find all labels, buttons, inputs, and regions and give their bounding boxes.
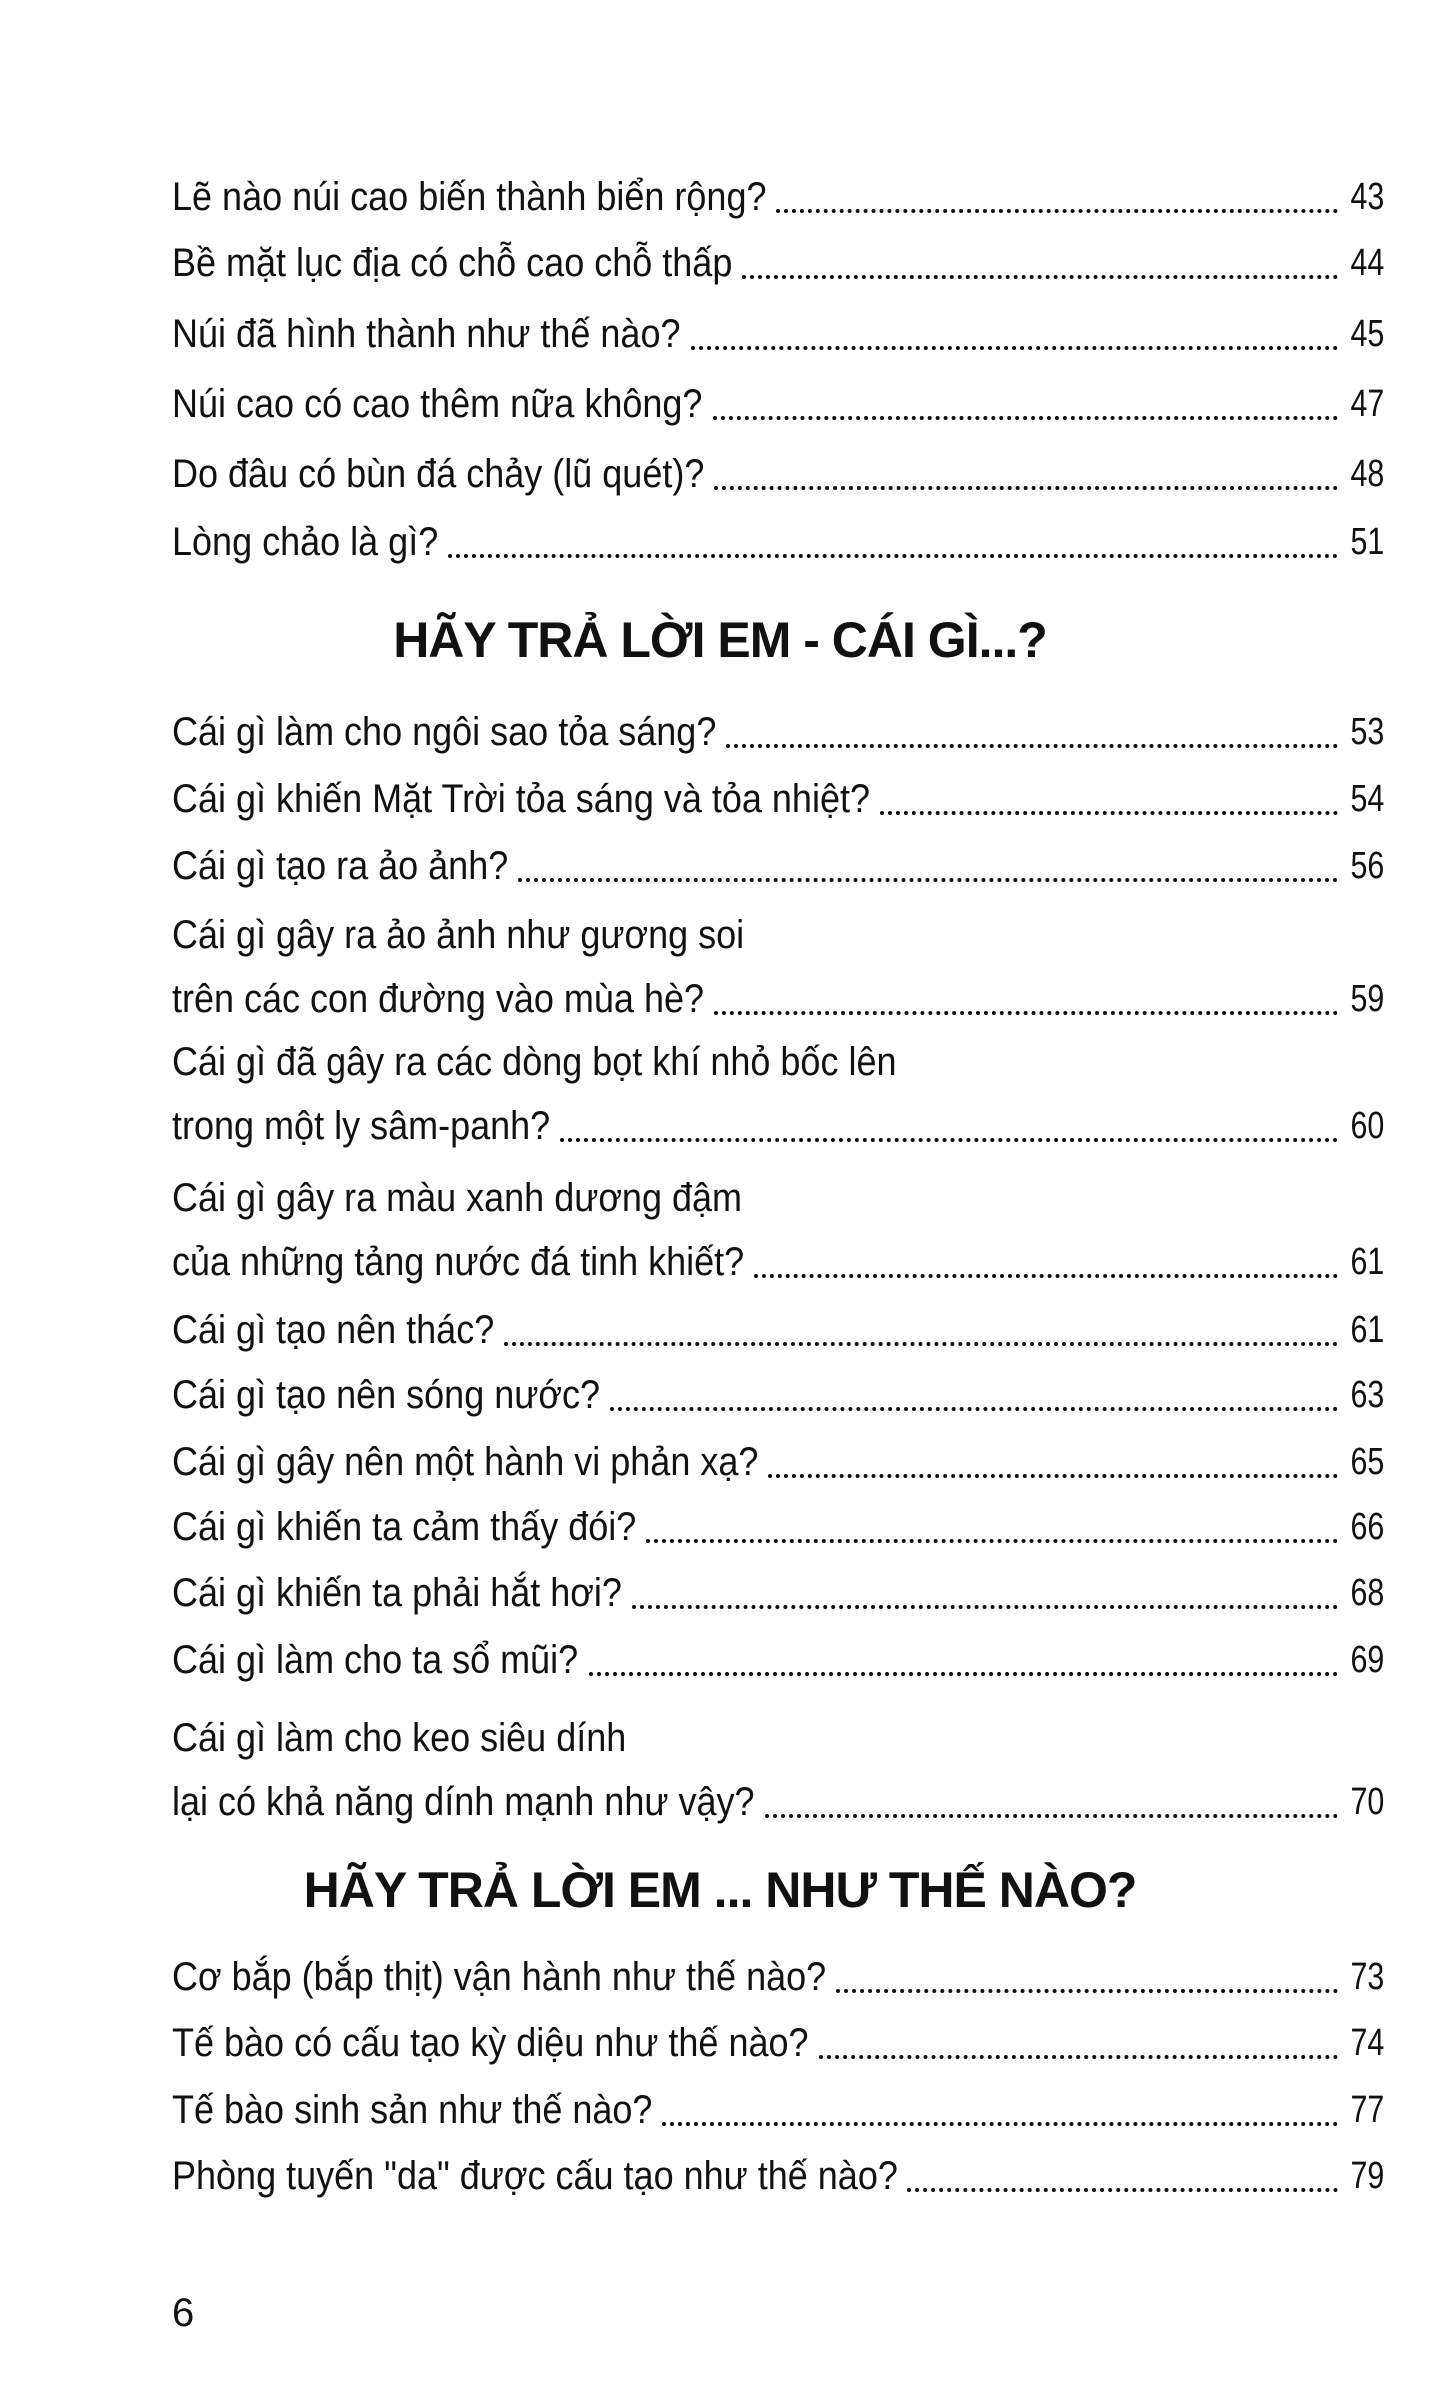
section-heading: HÃY TRẢ LỜI EM ... NHƯ THẾ NÀO? [303, 1862, 1137, 1918]
entry-page: 73 [1350, 1956, 1384, 1998]
section-heading: HÃY TRẢ LỜI EM - CÁI GÌ...? [393, 612, 1047, 668]
entry-title: lại có khả năng dính mạnh như vậy? [172, 1780, 755, 1824]
entry-page: 43 [1350, 176, 1384, 218]
entry-title: Cơ bắp (bắp thịt) vận hành như thế nào? [172, 1955, 827, 1999]
entry-page: 68 [1350, 1572, 1384, 1614]
page-number: 6 [172, 2291, 195, 2335]
dot-leader [714, 486, 1338, 490]
toc-entry [172, 1716, 1384, 1834]
entry-page: 47 [1350, 383, 1384, 425]
entry-title: Cái gì tạo ra ảo ảnh? [172, 844, 509, 888]
entry-title: của những tảng nước đá tinh khiết? [172, 1240, 745, 1284]
toc-entry [172, 767, 1384, 831]
toc-entry [172, 510, 1384, 574]
entry-title: Núi đã hình thành như thế nào? [172, 312, 681, 356]
entry-title: Cái gì khiến Mặt Trời tỏa sáng và tỏa nhiệt? [172, 777, 870, 821]
toc-entry [172, 231, 1384, 295]
dot-leader [662, 2122, 1337, 2126]
entry-title-line1: Cái gì gây ra ảo ảnh như gương soi [172, 913, 745, 957]
entry-title: Tế bào có cấu tạo kỳ diệu như thế nào? [172, 2021, 809, 2065]
entry-page: 54 [1350, 778, 1384, 820]
entry-page: 60 [1350, 1105, 1384, 1147]
entry-page: 53 [1350, 711, 1384, 753]
toc-entry [172, 442, 1384, 506]
entry-title-line1: Cái gì gây ra màu xanh dương đậm [172, 1176, 743, 1220]
toc-entry [172, 372, 1384, 436]
toc-entry [172, 1298, 1384, 1362]
toc-entry [172, 1176, 1384, 1294]
dot-leader [768, 1474, 1338, 1478]
dot-leader [765, 1814, 1338, 1818]
entry-page: 66 [1350, 1506, 1384, 1548]
dot-leader [742, 275, 1338, 279]
entry-page: 44 [1350, 242, 1384, 284]
entry-title: Cái gì làm cho ta sổ mũi? [172, 1638, 579, 1682]
dot-leader [819, 2055, 1338, 2059]
entry-title: Phòng tuyến "da" được cấu tạo như thế nào? [172, 2154, 898, 2198]
dot-leader [560, 1138, 1337, 1142]
dot-leader [714, 1011, 1338, 1015]
entry-page: 63 [1350, 1374, 1384, 1416]
dot-leader [610, 1407, 1338, 1411]
toc-entry [172, 1495, 1384, 1559]
entry-title: Cái gì gây nên một hành vi phản xạ? [172, 1440, 759, 1484]
entry-page: 45 [1350, 313, 1384, 355]
toc-entry [172, 302, 1384, 366]
entry-title: Do đâu có bùn đá chảy (lũ quét)? [172, 452, 705, 496]
entry-title-line1: Cái gì đã gây ra các dòng bọt khí nhỏ bốc lên [172, 1040, 897, 1084]
dot-leader [836, 1989, 1338, 1993]
toc-entry [172, 2078, 1384, 2142]
entry-title: Cái gì làm cho ngôi sao tỏa sáng? [172, 710, 717, 754]
dot-leader [776, 209, 1338, 213]
toc-entry [172, 2144, 1384, 2208]
dot-leader [726, 744, 1338, 748]
dot-leader [880, 811, 1338, 815]
toc-entry [172, 1363, 1384, 1427]
dot-leader [713, 416, 1338, 420]
entry-page: 61 [1350, 1241, 1384, 1283]
entry-title: Lòng chảo là gì? [172, 520, 439, 564]
dot-leader [448, 554, 1338, 558]
entry-title: trong một ly sâm-panh? [172, 1104, 551, 1148]
dot-leader [518, 878, 1338, 882]
entry-page: 70 [1350, 1781, 1384, 1823]
toc-entry [172, 1628, 1384, 1692]
entry-page: 77 [1350, 2089, 1384, 2131]
entry-title: Cái gì tạo nên sóng nước? [172, 1373, 600, 1417]
entry-title: trên các con đường vào mùa hè? [172, 977, 705, 1021]
entry-title: Cái gì khiến ta cảm thấy đói? [172, 1505, 637, 1549]
toc-entry [172, 913, 1384, 1031]
toc-entry [172, 834, 1384, 898]
entry-title: Cái gì khiến ta phải hắt hơi? [172, 1571, 622, 1615]
entry-page: 69 [1350, 1639, 1384, 1681]
entry-page: 56 [1350, 845, 1384, 887]
dot-leader [589, 1672, 1338, 1676]
dot-leader [754, 1274, 1338, 1278]
entry-title: Núi cao có cao thêm nữa không? [172, 382, 703, 426]
entry-title: Bề mặt lục địa có chỗ cao chỗ thấp [172, 241, 733, 285]
entry-page: 74 [1350, 2022, 1384, 2064]
entry-page: 48 [1350, 453, 1384, 495]
toc-entry [172, 1561, 1384, 1625]
toc-entry [172, 1945, 1384, 2009]
toc-entry [172, 165, 1384, 229]
entry-page: 61 [1350, 1309, 1384, 1351]
entry-title: Tế bào sinh sản như thế nào? [172, 2088, 653, 2132]
dot-leader [907, 2188, 1337, 2192]
entry-page: 65 [1350, 1441, 1384, 1483]
entry-title: Cái gì tạo nên thác? [172, 1308, 495, 1352]
toc-entry [172, 1430, 1384, 1494]
entry-page: 51 [1350, 521, 1384, 563]
toc-entry [172, 700, 1384, 764]
entry-page: 59 [1350, 978, 1384, 1020]
toc-entry [172, 2011, 1384, 2075]
dot-leader [504, 1342, 1337, 1346]
toc-entry [172, 1040, 1384, 1158]
entry-title: Lẽ nào núi cao biến thành biển rộng? [172, 175, 767, 219]
entry-page: 79 [1350, 2155, 1384, 2197]
dot-leader [691, 346, 1338, 350]
dot-leader [646, 1539, 1338, 1543]
entry-title-line1: Cái gì làm cho keo siêu dính [172, 1716, 627, 1760]
dot-leader [632, 1605, 1338, 1609]
